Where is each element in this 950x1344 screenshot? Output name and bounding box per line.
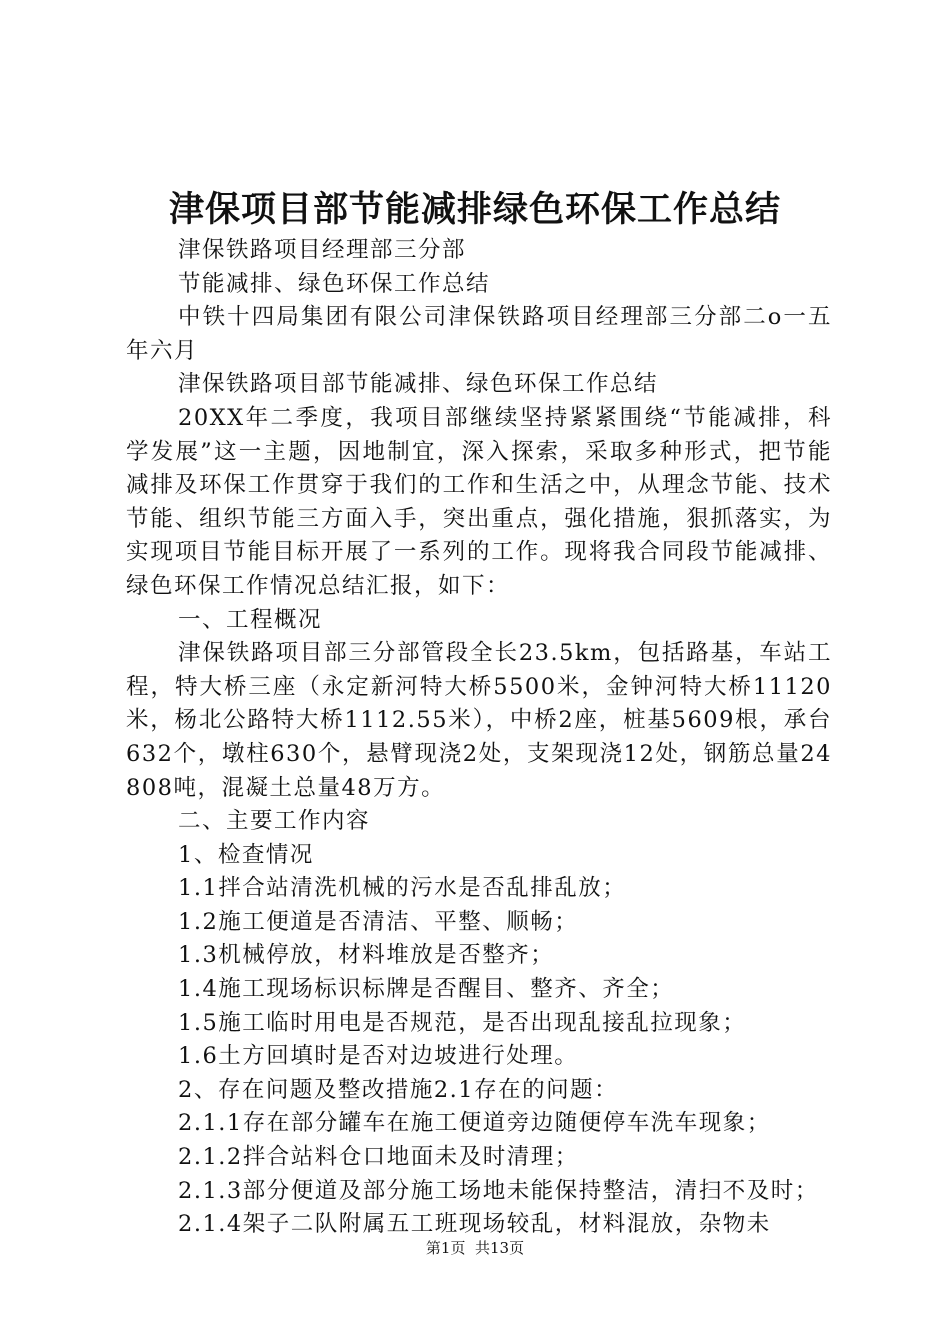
list-item: 2.1.1存在部分罐车在施工便道旁边随便停车洗车现象；	[178, 1110, 771, 1137]
paragraph: 津保铁路项目部节能减排、绿色环保工作总结	[178, 371, 659, 398]
list-item: 2.1.4架子二队附属五工班现场较乱，材料混放，杂物未	[178, 1211, 771, 1238]
paragraph: 津保铁路项目部三分部管段全长23.5km，包括路基，车站工程，特大桥三座（永定新河特大桥5500米，金钟河特大桥11120米，杨北公路特大桥1112.55米），中桥2座，桩基5609根，承台632个，墩柱630个，悬臂现浇2处，支架现浇12处，钢筋总量24808吨，混凝土总量48万方。	[126, 640, 832, 801]
list-item: 1.3机械停放，材料堆放是否整齐；	[178, 942, 555, 969]
subsection-heading: 2、存在问题及整改措施2.1存在的问题：	[178, 1076, 619, 1103]
paragraph: 中铁十四局集团有限公司津保铁路项目经理部三分部二o一五年六月	[126, 304, 832, 364]
paragraph: 节能减排、绿色环保工作总结	[178, 270, 491, 297]
page-number: 第1页 共13页	[425, 1239, 525, 1257]
section-heading: 二、主要工作内容	[178, 808, 371, 835]
list-item: 1.5施工临时用电是否规范，是否出现乱接乱拉现象；	[178, 1009, 747, 1036]
paragraph: 20XX年二季度，我项目部继续坚持紧紧围绕“节能减排，科学发展”这一主题，因地制宜，深入探索，采取多种形式，把节能减排及环保工作贯穿于我们的工作和生活之中，从理念节能、技术节能、组织节能三方面入手，突出重点，强化措施，狠抓落实，为实现项目节能目标开展了一系列的工作。现将我合同段节能减排、绿色环保工作情况总结汇报，如下：	[126, 404, 832, 599]
subsection-heading: 1、检查情况	[178, 841, 314, 868]
document-title: 津保项目部节能减排绿色环保工作总结	[168, 190, 781, 230]
list-item: 1.4施工现场标识标牌是否醒目、整齐、齐全；	[178, 976, 675, 1003]
list-item: 2.1.2拌合站料仓口地面未及时清理；	[178, 1144, 579, 1171]
list-item: 1.6土方回填时是否对边坡进行处理。	[178, 1043, 579, 1070]
list-item: 1.1拌合站清洗机械的污水是否乱排乱放；	[178, 875, 627, 902]
paragraph: 津保铁路项目经理部三分部	[178, 237, 467, 263]
list-item: 1.2施工便道是否清洁、平整、顺畅；	[178, 908, 579, 935]
document-body	[126, 234, 832, 1242]
list-item: 2.1.3部分便道及部分施工场地未能保持整洁，清扫不及时；	[178, 1177, 819, 1204]
section-heading: 一、工程概况	[178, 606, 323, 633]
